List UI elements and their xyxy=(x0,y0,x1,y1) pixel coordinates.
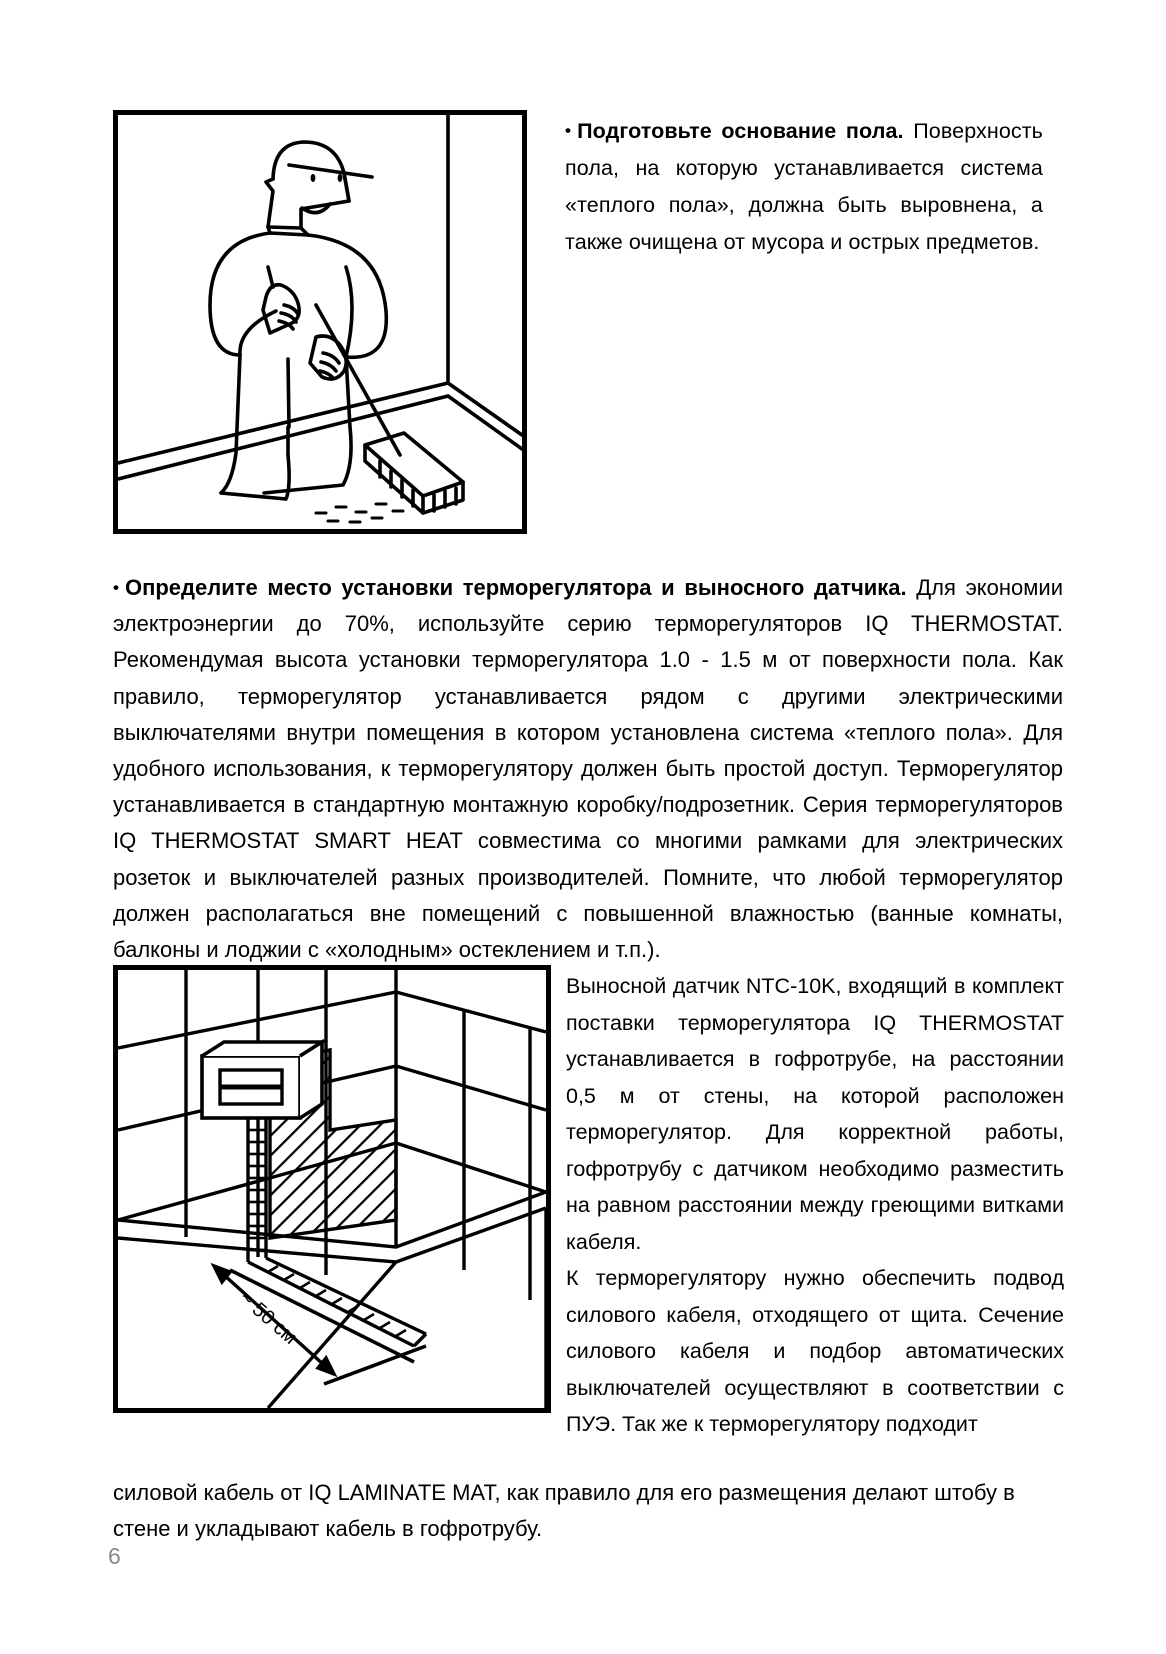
thermostat-location-paragraph xyxy=(113,570,1063,968)
bullet-icon: • xyxy=(565,121,572,140)
bottom-continuation-paragraph: силовой кабель от IQ LAMINATE MAT, как правило для его размещения делают штобу в стене и укладывают кабель в гофротрубу. xyxy=(113,1480,1015,1542)
bullet-icon-2: • xyxy=(113,578,119,597)
prepare-floor-body: Поверхность пола, на которую устанавливается система «теплого пола», должна быть выровнена, а также очищена от мусора и острых предметов. xyxy=(565,119,1043,254)
thermostat-location-body: Для экономии электроэнергии до 70%, используйте серию терморегуляторов IQ THERMOSTAT. Рекомендумая высота установки терморегулятора 1.0 - 1.5 м от поверхности пола. Как правило, терморегулятор устанавливается рядом с другими электрическими выключателями внутри помещения в котором установлена система «теплого пола». Для удобного использования, к терморегулятору должен быть простой доступ. Терморегулятор устанавливается в стандартную монтажную коробку/подрозетник. Серия терморегуляторов IQ THERMOSTAT SMART HEAT совместима со многими рамками для электрических розеток и выключателей разных производителей. Помните, что любой терморегулятор должен располагаться вне помещений с повышенной влажностью (ванные комнаты, балконы и лоджии с «холодным» остеклением и т.п.). xyxy=(113,575,1063,963)
sensor-description-column xyxy=(566,968,1064,1443)
worker-sweeping-floor-icon xyxy=(118,115,522,529)
dimension-label: ~ 50 см xyxy=(234,1287,302,1349)
figure-worker-sweeping xyxy=(113,110,527,534)
thermostat-conduit-room-icon xyxy=(118,970,546,1408)
figure-sensor-placement xyxy=(113,965,551,1413)
prepare-floor-section xyxy=(113,110,1063,540)
prepare-floor-heading: Подготовьте основание пола. xyxy=(577,119,904,143)
sensor-paragraph-1: Выносной датчик NTC-10K, входящий в комплект поставки терморегулятора IQ THERMOSTAT устанавливается в гофротрубе, на расстоянии 0,5 м от стены, на которой расположен терморегулятор. Для корректной работы, гофротрубу с датчиком необходимо разместить на равном расстоянии между греющими витками кабеля. xyxy=(566,974,1064,1254)
page-number: 6 xyxy=(108,1543,121,1569)
thermostat-location-heading: Определите место установки терморегулятора и выносного датчика. xyxy=(124,575,907,600)
prepare-floor-paragraph xyxy=(565,112,1043,261)
sensor-paragraph-2: К терморегулятору нужно обеспечить подвод силового кабеля, отходящего от щита. Сечение силового кабеля и подбор автоматических выключателей осуществляют в соответствии с ПУЭ. Так же к терморегулятору подходит xyxy=(566,1266,1064,1436)
